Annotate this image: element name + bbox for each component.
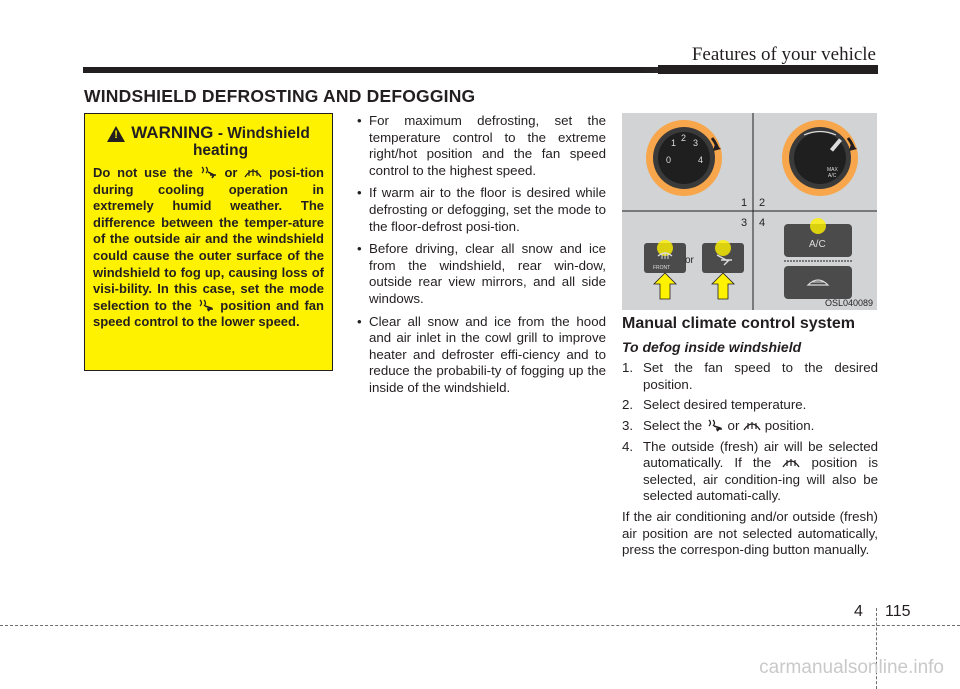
step-number: 3. [622,417,634,433]
defrost-mode-icon [244,166,262,179]
header-rule-accent [658,65,878,74]
step-text: Set the fan speed to the desired position. [643,360,878,392]
warning-subject-line2: heating [192,142,249,159]
page-number: 115 [885,603,911,620]
warning-text-part2: posi-tion during cooling operation in extremely humid weather. The difference between the temper-ature of the outside air and the windshield could cause the outer surface of the windshield to fog up, causing loss of visi-bility. In this case, set the mode selection to the [93,165,324,313]
step-text: or [727,417,740,433]
manual-climate-section [622,316,878,559]
max-label: MAX [827,167,838,173]
list-item: • Before driving, clear all snow and ice from the windshield, rear win-dow, outside rear view mirrors, and all side windows. [354,241,606,307]
climate-control-illustration [622,113,877,310]
step-item [622,360,878,393]
figure-caption: OSL040089 [824,298,873,308]
manual-climate-heading: Manual climate control system [622,315,855,332]
dial-number: 2 [681,133,687,143]
quadrant-label: 1 [741,197,748,209]
front-label: FRONT [653,265,671,271]
climate-control-figure [622,113,877,310]
step-number: 2. [622,397,634,413]
defog-subheading: To defog inside windshield [622,338,802,355]
warning-label: WARNING [131,123,214,142]
warning-subject: - Windshield [217,125,310,142]
defrost-floor-mode-icon [197,299,215,312]
quadrant-label: 4 [759,217,766,229]
chapter-number: 4 [854,603,863,620]
dial-number: 0 [666,155,672,165]
step-text: position. [764,417,815,433]
list-item: • If warm air to the floor is desired while defrosting or defogging, set the mode to the floor-defrost posi-tion. [354,185,606,235]
defrost-mode-icon [782,456,800,469]
warning-body [93,165,324,331]
step-number: 1. [622,360,634,376]
warning-text-or: or [224,165,238,180]
step-text: position is selected, air condition-ing will also be selected automati-cally. [643,455,878,504]
watermark: carmanualsonline.info [759,657,944,678]
step-item [622,418,878,435]
step-item [622,439,878,505]
max-ac-label: A/C [828,173,837,179]
warning-text-part1: Do not use the [93,165,193,180]
dial-number: 4 [698,155,704,165]
step-text: The outside (fresh) air will be selected automatically. If the [643,438,878,471]
defrost-floor-mode-icon [706,419,724,432]
manual-note: If the air conditioning and/or outside (fresh) air position are not selected automatically, press the correspon-ding button manually. [622,508,878,558]
list-item: • For maximum defrosting, set the temperature control to the extreme right/hot position and the fan speed control to the highest speed. [354,113,606,179]
quadrant-label: 3 [741,217,748,229]
step-number: 4. [622,438,634,454]
step-item [622,397,878,414]
step-text: Select the [643,417,703,433]
or-label: or [685,255,694,266]
defrost-mode-icon [743,419,761,432]
defrost-tips-list [354,113,606,403]
warning-triangle-icon [107,126,125,142]
dial-number: 3 [693,138,699,148]
list-item: • Clear all snow and ice from the hood and air inlet in the cowl grill to improve heater and defroster effi-ciency and to reduce the probabili-ty of fogging up the inside of the windshield. [354,314,606,397]
chapter-title: Features of your vehicle [691,44,876,65]
ac-label: A/C [809,239,826,250]
section-title: WINDSHIELD DEFROSTING AND DEFOGGING [84,86,476,106]
step-text: Select desired temperature. [643,397,807,413]
warning-text-part3: position and fan speed control to the lower speed. [93,297,324,330]
dial-number: 1 [671,138,677,148]
footer-rule [0,625,960,626]
warning-box [84,113,333,371]
warning-header [93,124,324,159]
defrost-floor-mode-icon [200,166,218,179]
quadrant-label: 2 [759,197,766,209]
